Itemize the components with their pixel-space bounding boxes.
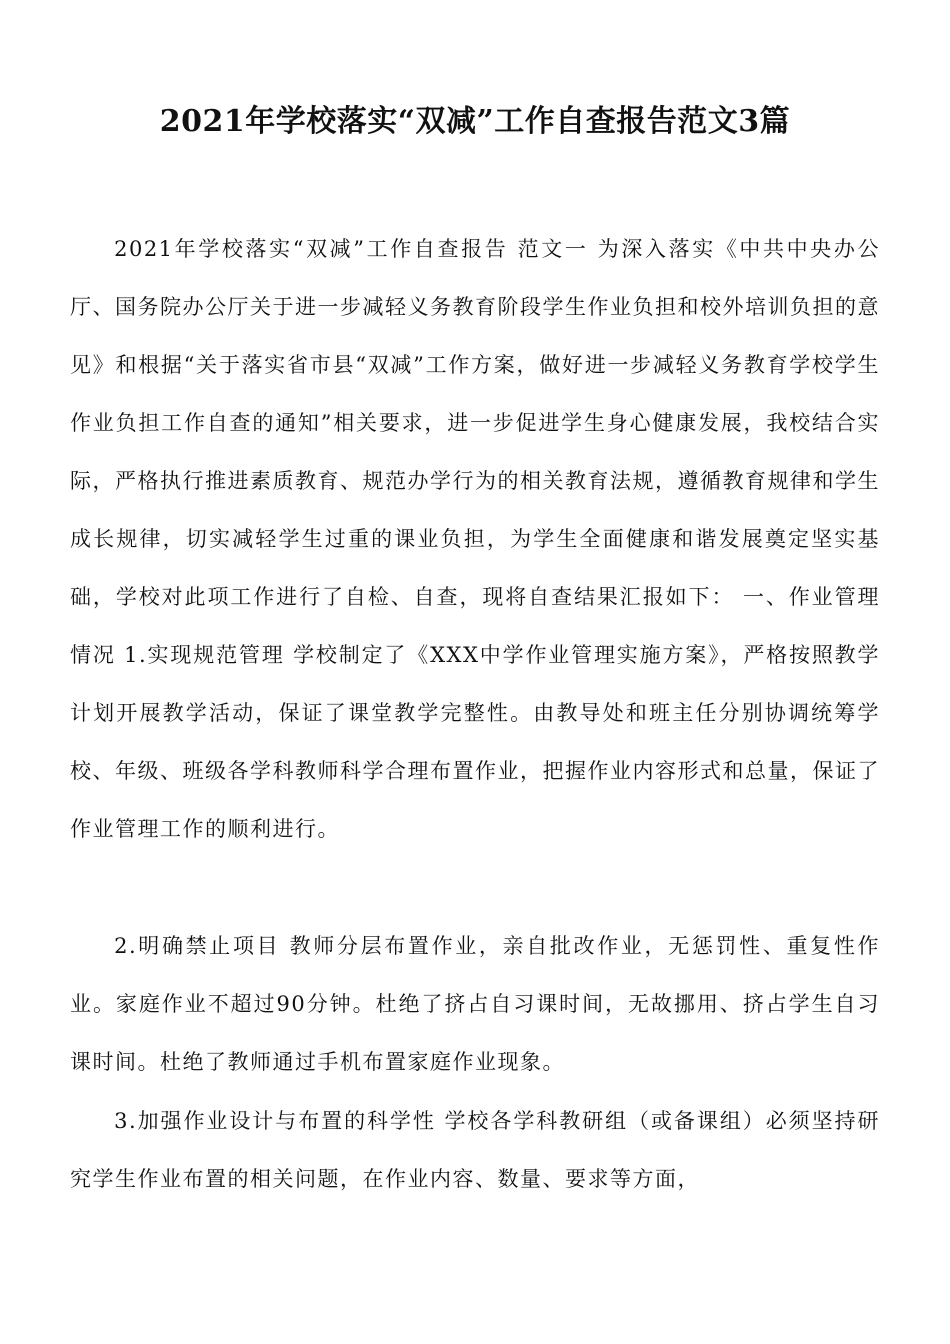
paragraph-2: 2.明确禁止项目 教师分层布置作业，亲自批改作业，无惩罚性、重复性作业。家庭作业不超过90分钟。杜绝了挤占自习课时间，无故挪用、挤占学生自习课时间。杜绝了教师通过手机布置家庭作业现象。 bbox=[70, 934, 880, 1074]
paragraph-1: 2021年学校落实“双减”工作自查报告 范文一 为深入落实《中共中央办公厅、国务院办公厅关于进一步减轻义务教育阶段学生作业负担和校外培训负担的意见》和根据“关于落实省市县“双减”工作方案，做好进一步减轻义务教育学校学生作业负担工作自查的通知”相关要求，进一步促进学生身心健康发展，我校结合实际，严格执行推进素质教育、规范办学行为的相关教育法规，遵循教育规律和学生成长规律，切实减轻学生过重的课业负担，为学生全面健康和谐发展奠定坚实基础，学校对此项工作进行了自检、自查，现将自查结果汇报如下： 一、作业管理情况 1.实现规范管理 学校制定了《XXX中学作业管理实施方案》，严格按照教学计划开展教学活动，保证了课堂教学完整性。由教导处和班主任分别协调统筹学校、年级、班级各学科教师科学合理布置作业，把握作业内容形式和总量，保证了作业管理工作的顺利进行。 bbox=[70, 237, 880, 841]
document-title: 2021年学校落实“双减”工作自查报告范文3篇 bbox=[159, 104, 791, 139]
paragraph-3: 3.加强作业设计与布置的科学性 学校各学科教研组（或备课组）必须坚持研究学生作业布置的相关问题，在作业内容、数量、要求等方面， bbox=[70, 1109, 880, 1191]
